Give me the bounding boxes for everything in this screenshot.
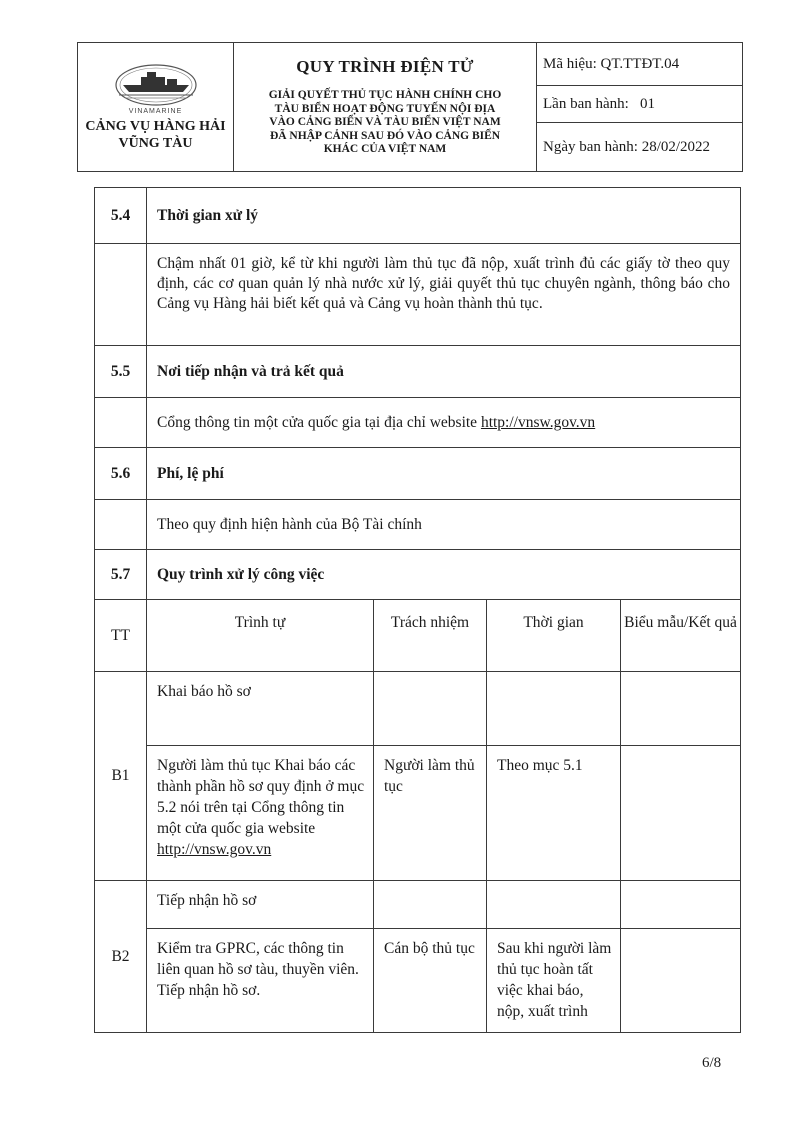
logo-caption: VINAMARINE (128, 107, 183, 115)
section-content-row (95, 500, 741, 550)
step-description: Kiểm tra GPRC, các thông tin liên quan hồ sơ tàu, thuyền viên. Tiếp nhận hồ sơ. (147, 929, 374, 1033)
document-subtitle: GIẢI QUYẾT THỦ TỤC HÀNH CHÍNH CHO TÀU BIỂN HOẠT ĐỘNG TUYẾN NỘI ĐỊA VÀO CẢNG BIỂN VÀ TÀU BIỂN VIỆT NAM ĐÃ NHẬP CẢNH SAU ĐÓ VÀO CẢNG BIỂN KHÁC CỦA VIỆT NAM (268, 89, 502, 156)
step-id: B2 (95, 881, 147, 1033)
procedure-table (94, 187, 741, 1033)
section-content-row (95, 244, 741, 346)
issue-date: Ngày ban hành: 28/02/2022 (537, 123, 743, 172)
column-header-time: Thời gian (487, 600, 621, 672)
step-responsibility: Cán bộ thủ tục (374, 929, 487, 1033)
document-code: Mã hiệu: QT.TTĐT.04 (537, 43, 743, 86)
section-text: Chậm nhất 01 giờ, kể từ khi người làm thủ tục đã nộp, xuất trình đủ các giấy tờ theo quy định, các cơ quan quản lý nhà nước xử lý, giải quyết thủ tục chuyên ngành, thông báo cho Cảng vụ Hàng hải biết kết quả và Cảng vụ hoàn thành thủ tục. (147, 244, 741, 346)
section-number: 5.4 (95, 188, 147, 244)
step-title: Khai báo hồ sơ (147, 672, 374, 746)
section-text: Theo quy định hiện hành của Bộ Tài chính (147, 500, 741, 550)
table-row (95, 672, 741, 746)
section-row (95, 346, 741, 398)
step-description: Người làm thủ tục Khai báo các thành phần hồ sơ quy định ở mục 5.2 nói trên tại Cổng thông tin một cửa quốc gia website http://vnsw.gov.vn (147, 746, 374, 881)
section-title: Phí, lệ phí (147, 448, 741, 500)
process-header-row (95, 600, 741, 672)
step-time: Theo mục 5.1 (487, 746, 621, 881)
section-row (95, 448, 741, 500)
section-row (95, 550, 741, 600)
organization-name: CẢNG VỤ HÀNG HẢI VŨNG TÀU (85, 118, 226, 151)
table-row (95, 746, 741, 881)
page-number: 6/8 (702, 1055, 722, 1071)
section-title: Nơi tiếp nhận và trả kết quả (147, 346, 741, 398)
section-number: 5.6 (95, 448, 147, 500)
column-header-tt: TT (95, 600, 147, 672)
section-title: Quy trình xử lý công việc (147, 550, 741, 600)
column-header-form: Biểu mẫu/Kết quả (621, 600, 741, 672)
section-title: Thời gian xử lý (147, 188, 741, 244)
table-row (95, 881, 741, 929)
table-row (95, 929, 741, 1033)
issue-number: Lần ban hành: 01 (537, 86, 743, 123)
step-responsibility: Người làm thủ tục (374, 746, 487, 881)
column-header-responsibility: Trách nhiệm (374, 600, 487, 672)
document-header (77, 42, 743, 172)
section-row (95, 188, 741, 244)
document-title-cell (234, 43, 537, 172)
organization-cell (78, 43, 234, 172)
step-id: B1 (95, 672, 147, 881)
section-content-row (95, 398, 741, 448)
step-form (621, 746, 741, 881)
step-form (621, 929, 741, 1033)
section-number: 5.7 (95, 550, 147, 600)
step-title: Tiếp nhận hồ sơ (147, 881, 374, 929)
column-header-step: Trình tự (147, 600, 374, 672)
vnsw-link[interactable]: http://vnsw.gov.vn (480, 413, 596, 431)
document-title: QUY TRÌNH ĐIỆN TỬ (296, 57, 474, 77)
vinamarine-logo-icon (113, 63, 199, 107)
vnsw-link[interactable]: http://vnsw.gov.vn (157, 841, 272, 858)
section-number: 5.5 (95, 346, 147, 398)
section-text: Cổng thông tin một cửa quốc gia tại địa chỉ website http://vnsw.gov.vn (147, 398, 741, 448)
step-time: Sau khi người làm thủ tục hoàn tất việc khai báo, nộp, xuất trình (487, 929, 621, 1033)
